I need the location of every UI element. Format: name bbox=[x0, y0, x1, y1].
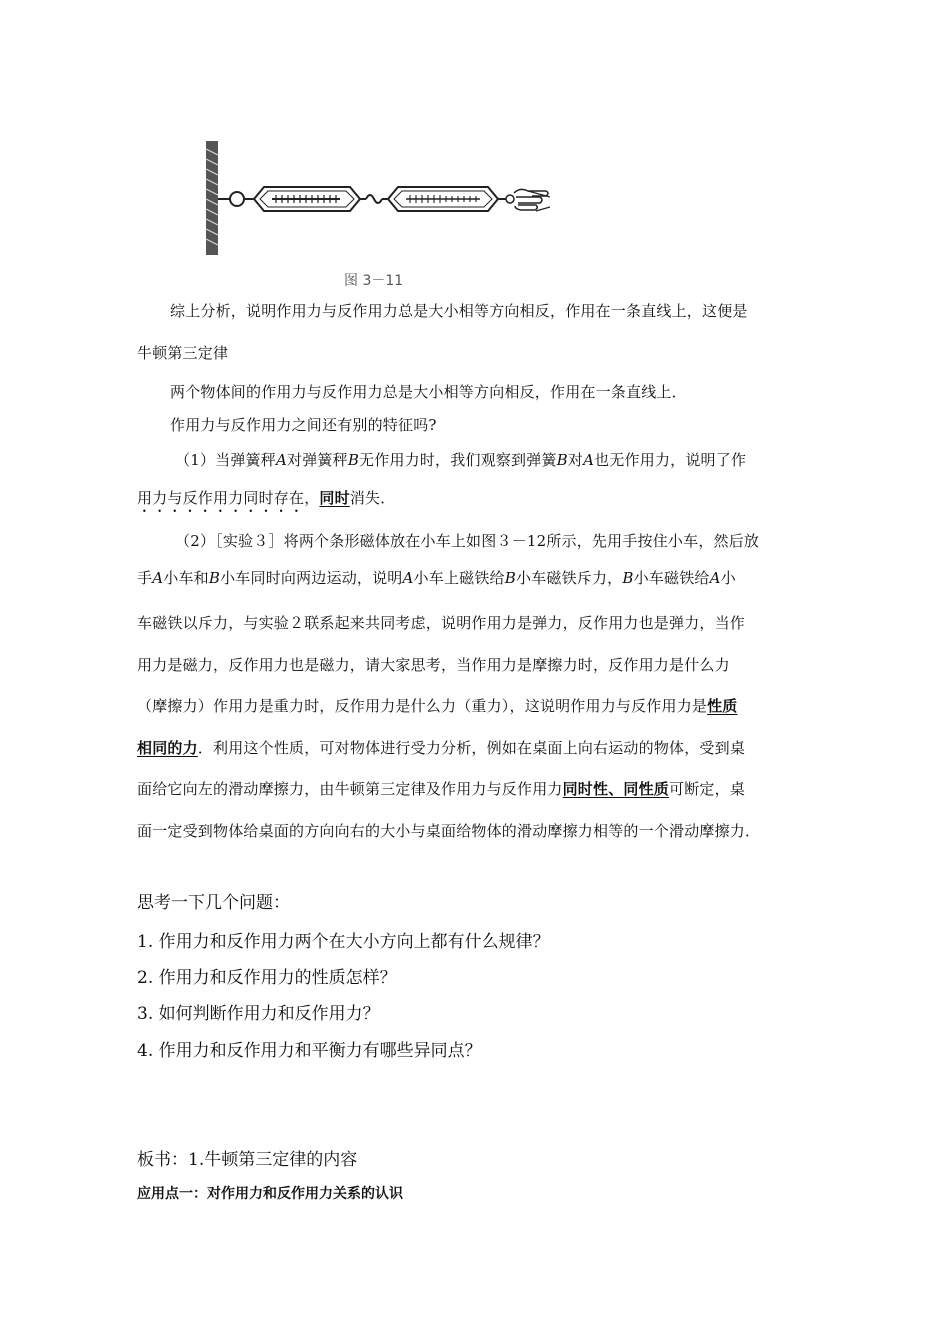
dotted-emphasis: 用力与反作用力同时存在， bbox=[137, 489, 320, 507]
think-item: 2. 作用力和反作用力的性质怎样？ bbox=[137, 968, 397, 988]
paragraph-1-line-1: （1）当弹簧秤A对弹簧秤B无作用力时，我们观察到弹簧B对A也无作用力，说明了作 bbox=[175, 451, 747, 469]
paragraph-1-line-2: 用力与反作用力同时存在，同时消失． bbox=[137, 489, 396, 507]
board-note: 板书：1.牛顿第三定律的内容 bbox=[137, 1150, 358, 1170]
wall bbox=[206, 141, 218, 255]
paragraph-2-line-8: 面一定受到物体给桌面的方向向右的大小与桌面给物体的滑动摩擦力相等的一个滑动摩擦力． bbox=[137, 822, 761, 840]
figure-caption: 图 3－11 bbox=[344, 273, 404, 289]
paragraph-2-line-6: 相同的力．利用这个性质，可对物体进行受力分析，例如在桌面上向右运动的物体，受到桌 bbox=[137, 739, 746, 757]
think-item: 1. 作用力和反作用力两个在大小方向上都有什么规律？ bbox=[137, 932, 550, 952]
think-title: 思考一下几个问题： bbox=[137, 893, 290, 913]
summary-line-1: 综上分析，说明作用力与反作用力总是大小相等方向相反，作用在一条直线上，这便是 bbox=[170, 302, 748, 320]
think-item: 3. 如何判断作用力和反作用力？ bbox=[137, 1004, 380, 1024]
bold-underline-term: 同时性、同性质 bbox=[562, 780, 670, 798]
spring-scale-b bbox=[388, 187, 498, 211]
paragraph-2-line-1: （2）［实验３］将两个条形磁体放在小车上如图３－12所示，先用手按住小车，然后放 bbox=[175, 532, 760, 550]
paragraph-2-line-7: 面给它向左的滑动摩擦力，由牛顿第三定律及作用力与反作用力同时性、同性质可断定，桌 bbox=[137, 780, 746, 798]
spring-scale-a bbox=[254, 187, 360, 211]
law-statement: 两个物体间的作用力与反作用力总是大小相等方向相反，作用在一条直线上． bbox=[170, 383, 687, 401]
summary-line-2: 牛顿第三定律 bbox=[137, 344, 229, 362]
paragraph-2-line-3: 车磁铁以斥力，与实验２联系起来共同考虑，说明作用力是弹力，反作用力也是弹力，当作 bbox=[137, 614, 746, 632]
think-item: 4. 作用力和反作用力和平衡力有哪些异同点？ bbox=[137, 1041, 482, 1061]
bold-underline-term: 同时 bbox=[319, 489, 350, 507]
application-heading: 应用点一：对作用力和反作用力关系的认识 bbox=[137, 1186, 403, 1202]
hand-icon bbox=[498, 189, 550, 211]
bold-underline-term: 相同的力 bbox=[137, 739, 198, 757]
bold-underline-term: 性质 bbox=[707, 697, 738, 715]
question-line: 作用力与反作用力之间还有别的特征吗? bbox=[170, 416, 437, 434]
spring-scales-figure bbox=[200, 135, 560, 260]
paragraph-2-line-5: （摩擦力）作用力是重力时，反作用力是什么力（重力），这说明作用力与反作用力是性质 bbox=[137, 697, 738, 715]
paragraph-2-line-2: 手A小车和B小车同时向两边运动，说明A小车上磁铁给B小车磁铁斥力，B小车磁铁给A小 bbox=[137, 569, 736, 587]
paragraph-2-line-4: 用力是磁力，反作用力也是磁力，请大家思考，当作用力是摩擦力时，反作用力是什么力 bbox=[137, 656, 730, 674]
